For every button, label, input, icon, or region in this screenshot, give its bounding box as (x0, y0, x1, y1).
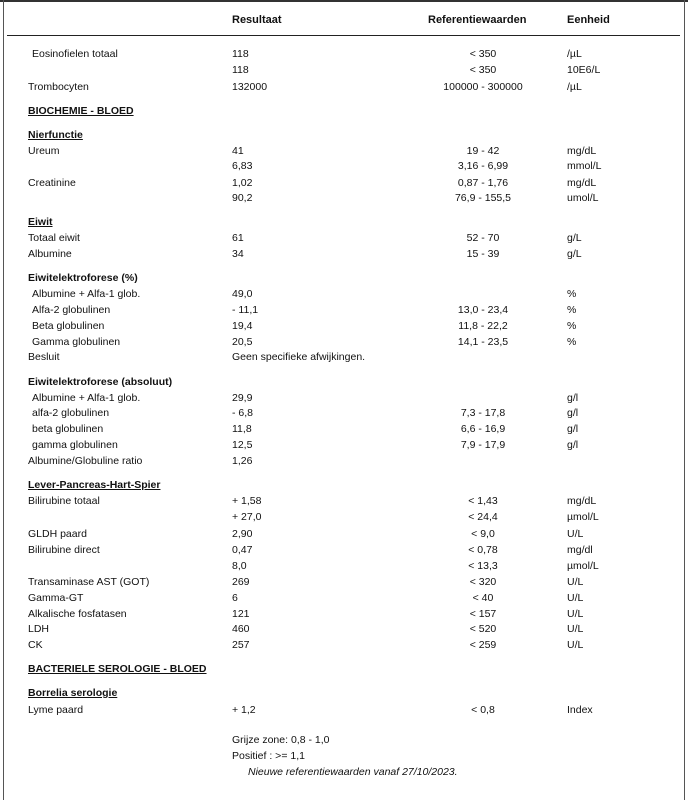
unit-value: Index (567, 704, 593, 716)
reference-range: 52 - 70 (466, 232, 500, 244)
unit-value: µmol/L (567, 511, 599, 523)
test-name: GLDH paard (28, 528, 87, 540)
reference-range: < 1,43 (468, 495, 498, 507)
reference-range: < 157 (469, 608, 497, 620)
result-value: + 1,2 (232, 704, 256, 716)
table-row (0, 191, 688, 206)
unit-value: mg/dl (567, 544, 593, 556)
test-name: Albumine (28, 248, 72, 260)
test-name: Eosinofielen totaal (32, 48, 118, 60)
result-value: + 1,58 (232, 495, 262, 507)
table-row (0, 303, 688, 318)
unit-value: /µL (567, 48, 582, 60)
subsection-heading (0, 375, 688, 390)
reference-range: 100000 - 300000 (443, 81, 523, 93)
result-value: 8,0 (232, 560, 247, 572)
test-name: CK (28, 639, 43, 651)
test-name: Trombocyten (28, 81, 89, 93)
test-name: Gamma-GT (28, 592, 84, 604)
test-name: Albumine + Alfa-1 glob. (32, 288, 141, 300)
result-value: 6 (232, 592, 238, 604)
result-value: 90,2 (232, 192, 253, 204)
section-heading (0, 104, 688, 119)
table-row (0, 607, 688, 622)
unit-value: umol/L (567, 192, 599, 204)
table-row (0, 591, 688, 606)
table-row (0, 510, 688, 525)
table-row (0, 543, 688, 558)
unit-value: 10E6/L (567, 64, 601, 76)
unit-value: % (567, 288, 577, 300)
table-row (0, 247, 688, 262)
result-value: 269 (232, 576, 250, 588)
table-row (0, 454, 688, 469)
subsection-title: Nierfunctie (28, 129, 83, 141)
reference-range: < 13,3 (468, 560, 498, 572)
table-row (0, 422, 688, 437)
table-row (0, 575, 688, 590)
subsection-title: Eiwitelektroforese (%) (28, 272, 138, 284)
reference-range: 0,87 - 1,76 (457, 177, 509, 189)
test-name: Beta globulinen (32, 320, 105, 332)
table-row (0, 159, 688, 174)
subsection-title: Borrelia serologie (28, 687, 118, 699)
table-row (0, 335, 688, 350)
test-name: Bilirubine direct (28, 544, 100, 556)
reference-range: 6,6 - 16,9 (460, 423, 506, 435)
table-row (0, 319, 688, 334)
reference-range: < 350 (469, 48, 497, 60)
reference-range: 76,9 - 155,5 (454, 192, 512, 204)
test-name: Ureum (28, 145, 60, 157)
top-border (0, 0, 688, 2)
result-value: 118 (232, 48, 249, 60)
reference-range: 13,0 - 23,4 (457, 304, 509, 316)
section-title: BIOCHEMIE - BLOED (28, 105, 134, 117)
unit-value: U/L (567, 592, 584, 604)
table-row (0, 47, 688, 62)
unit-value: g/l (567, 439, 579, 451)
reference-range: < 0,78 (468, 544, 498, 556)
table-row (0, 231, 688, 246)
reference-range: 3,16 - 6,99 (457, 160, 509, 172)
test-name: Totaal eiwit (28, 232, 80, 244)
subsection-heading (0, 128, 688, 143)
reference-range: < 350 (469, 64, 497, 76)
table-row (0, 559, 688, 574)
table-row (0, 438, 688, 453)
result-value: Geen specifieke afwijkingen. (232, 351, 366, 363)
table-row (0, 494, 688, 509)
unit-value: mmol/L (567, 160, 602, 172)
note-new-reference: Nieuwe referentiewaarden vanaf 27/10/2023. (248, 766, 458, 778)
result-value: 118 (232, 64, 249, 76)
result-value: 460 (232, 623, 250, 635)
table-row (0, 287, 688, 302)
unit-value: g/l (567, 407, 579, 419)
result-value: + 27,0 (232, 511, 262, 523)
section-title: BACTERIELE SEROLOGIE - BLOED (28, 663, 207, 675)
unit-value: mg/dL (567, 495, 597, 507)
result-value: 20,5 (232, 336, 253, 348)
test-name: alfa-2 globulinen (32, 407, 110, 419)
reference-range: < 259 (469, 639, 497, 651)
result-value: 257 (232, 639, 250, 651)
table-row (0, 638, 688, 653)
unit-value: mg/dL (567, 177, 597, 189)
subsection-title: Eiwitelektroforese (absoluut) (28, 376, 173, 388)
unit-value: µmol/L (567, 560, 599, 572)
column-header-unit: Eenheid (567, 14, 610, 26)
reference-range: < 320 (469, 576, 497, 588)
subsection-heading (0, 271, 688, 286)
result-value: 49,0 (232, 288, 253, 300)
result-value: 19,4 (232, 320, 253, 332)
test-name: Transaminase AST (GOT) (28, 576, 150, 588)
reference-range: 14,1 - 23,5 (457, 336, 509, 348)
unit-value: mg/dL (567, 145, 597, 157)
reference-range: 7,9 - 17,9 (460, 439, 506, 451)
table-row (0, 622, 688, 637)
note-positive: Positief : >= 1,1 (232, 750, 305, 762)
table-row (0, 406, 688, 421)
test-name: gamma globulinen (32, 439, 118, 451)
unit-value: U/L (567, 623, 584, 635)
note-grey-zone: Grijze zone: 0,8 - 1,0 (232, 734, 330, 746)
unit-value: % (567, 304, 577, 316)
unit-value: g/L (567, 248, 582, 260)
test-name: Bilirubine totaal (28, 495, 100, 507)
unit-value: g/l (567, 392, 579, 404)
reference-range: < 9,0 (471, 528, 495, 540)
unit-value: /µL (567, 81, 582, 93)
section-heading (0, 662, 688, 677)
table-row (0, 144, 688, 159)
result-value: - 11,1 (232, 304, 259, 316)
result-value: 2,90 (232, 528, 253, 540)
unit-value: U/L (567, 576, 584, 588)
test-name: Alfa-2 globulinen (32, 304, 111, 316)
result-value: 132000 (232, 81, 268, 93)
table-row (0, 350, 688, 365)
unit-value: g/L (567, 232, 582, 244)
table-row (0, 176, 688, 191)
result-value: 11,8 (232, 423, 252, 435)
unit-value: U/L (567, 528, 584, 540)
reference-range: < 24,4 (468, 511, 498, 523)
reference-range: 15 - 39 (466, 248, 500, 260)
result-value: 29,9 (232, 392, 253, 404)
header-divider (7, 35, 680, 36)
unit-value: % (567, 320, 577, 332)
reference-range: < 520 (469, 623, 497, 635)
table-row (0, 80, 688, 95)
subsection-title: Lever-Pancreas-Hart-Spier (28, 479, 161, 491)
unit-value: g/l (567, 423, 579, 435)
test-name: Albumine/Globuline ratio (28, 455, 143, 467)
result-value: 41 (232, 145, 244, 157)
reference-range: < 40 (472, 592, 494, 604)
result-value: 61 (232, 232, 244, 244)
result-value: 0,47 (232, 544, 253, 556)
test-name: Gamma globulinen (32, 336, 121, 348)
table-row (0, 703, 688, 718)
column-header-result: Resultaat (232, 14, 282, 26)
subsection-heading (0, 686, 688, 701)
result-value: 121 (232, 608, 250, 620)
column-header-reference: Referentiewaarden (428, 14, 527, 26)
test-name: Albumine + Alfa-1 glob. (32, 392, 141, 404)
result-value: 34 (232, 248, 244, 260)
subsection-heading (0, 478, 688, 493)
reference-range: < 0,8 (471, 704, 495, 716)
result-value: 1,26 (232, 455, 253, 467)
table-row (0, 527, 688, 542)
subsection-title: Eiwit (28, 216, 53, 228)
result-value: 6,83 (232, 160, 253, 172)
unit-value: % (567, 336, 577, 348)
result-value: 1,02 (232, 177, 253, 189)
reference-range: 7,3 - 17,8 (460, 407, 506, 419)
test-name: Besluit (28, 351, 60, 363)
result-value: - 6,8 (232, 407, 254, 419)
reference-range: 19 - 42 (466, 145, 500, 157)
test-name: Lyme paard (28, 704, 84, 716)
test-name: Creatinine (28, 177, 76, 189)
table-row (0, 391, 688, 406)
unit-value: U/L (567, 608, 584, 620)
subsection-heading (0, 215, 688, 230)
reference-range: 11,8 - 22,2 (458, 320, 508, 332)
table-row (0, 63, 688, 78)
test-name: Alkalische fosfatasen (28, 608, 127, 620)
unit-value: U/L (567, 639, 584, 651)
test-name: beta globulinen (32, 423, 104, 435)
test-name: LDH (28, 623, 50, 635)
result-value: 12,5 (232, 439, 253, 451)
